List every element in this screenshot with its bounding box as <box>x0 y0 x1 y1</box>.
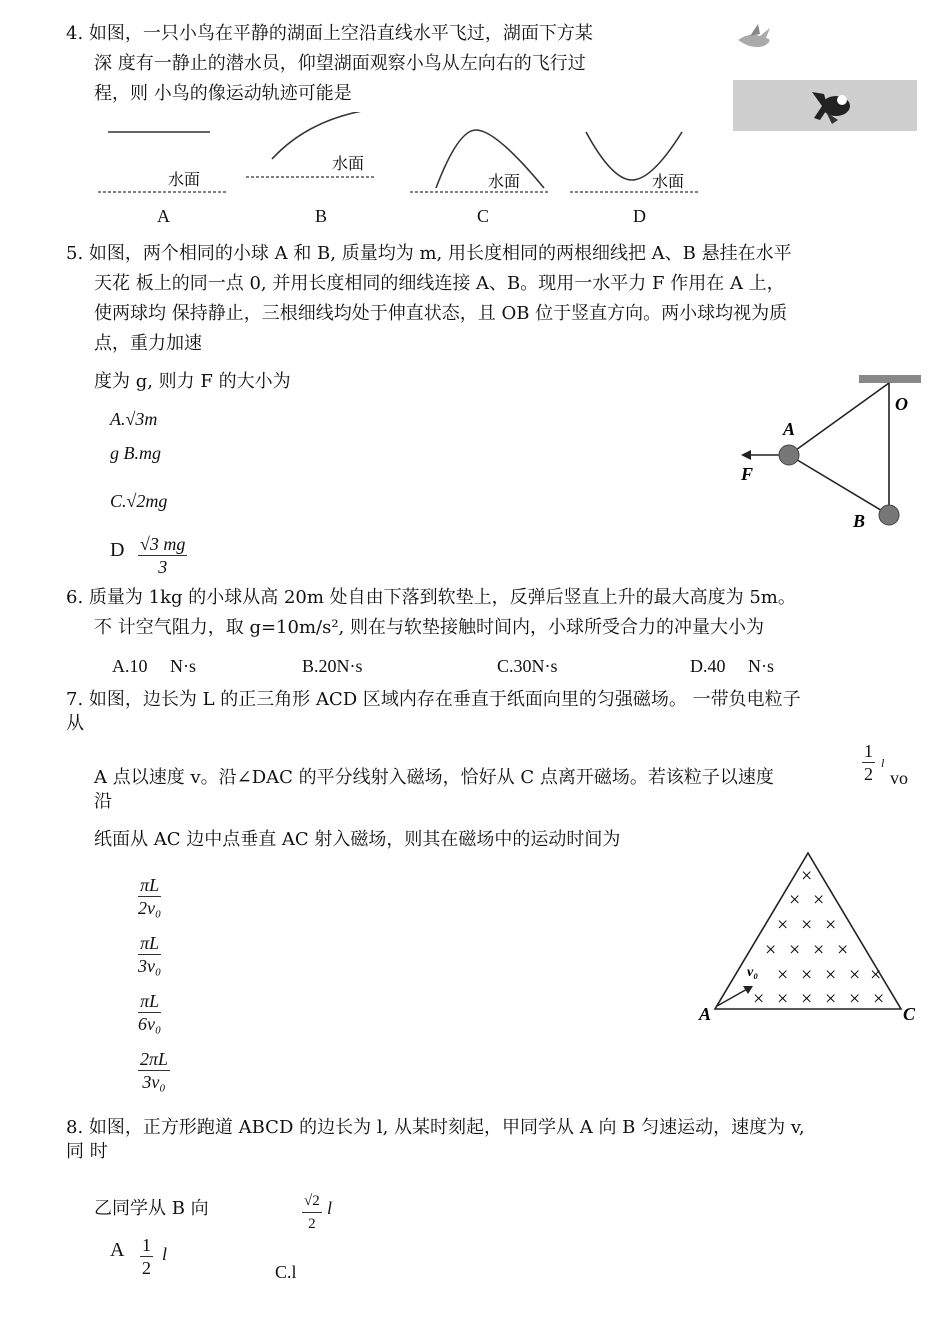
field-cross: × <box>870 964 882 986</box>
field-cross: × <box>825 988 837 1010</box>
q7-option-a[interactable] <box>138 874 161 919</box>
bird-icon <box>738 24 770 47</box>
q4-line-3: 程，则 小鸟的像运动轨迹可能是 <box>94 83 352 104</box>
ball-a <box>779 445 799 465</box>
q4-option-b[interactable]: B <box>315 206 328 226</box>
field-cross: × <box>837 939 849 961</box>
field-cross: × <box>825 914 837 936</box>
q4-option-d[interactable]: D <box>633 206 646 226</box>
q7-option-b-num: πL <box>138 932 161 955</box>
field-cross: × <box>789 889 801 911</box>
q7-speed-den: 2 <box>864 764 873 784</box>
field-cross: × <box>813 939 825 961</box>
magnetic-field-crosses <box>753 865 884 1010</box>
q7-option-d[interactable] <box>138 1048 170 1093</box>
string-oa <box>789 383 889 455</box>
q8-fraction-1 <box>302 1190 322 1235</box>
q7-option-b-den: 3v₀ <box>138 956 162 976</box>
field-cross: × <box>777 988 789 1010</box>
label-v0: v₀ <box>747 965 759 980</box>
field-cross: × <box>777 964 789 986</box>
q5-option-b[interactable]: g B.mg <box>110 443 161 463</box>
field-cross: × <box>825 964 837 986</box>
q8-frac2-den: 2 <box>142 1258 151 1278</box>
field-cross: × <box>801 988 813 1010</box>
label-c: C <box>903 1004 916 1024</box>
q7-speed-v0: vo <box>890 768 908 788</box>
field-cross: × <box>765 939 777 961</box>
q4-option-a-figure <box>98 132 226 192</box>
field-cross: × <box>813 889 825 911</box>
ball-b <box>879 505 899 525</box>
q4-option-b-figure <box>246 112 376 177</box>
q8-fraction-2 <box>140 1234 153 1279</box>
label-b: B <box>853 511 866 531</box>
water-label-b: 水面 <box>332 156 365 173</box>
field-cross: × <box>777 914 789 936</box>
field-cross: × <box>849 988 861 1010</box>
q7-option-b[interactable] <box>138 932 161 977</box>
q4-option-c[interactable]: C <box>477 206 490 226</box>
q7-speed-num: 1 <box>864 741 873 761</box>
q5-option-d-num: √3 mg <box>140 534 186 554</box>
field-cross: × <box>873 988 885 1010</box>
q5-option-d-fraction <box>138 533 187 578</box>
label-a: A <box>783 419 796 439</box>
field-cross: × <box>849 964 861 986</box>
q8-frac2-tail: l <box>162 1244 168 1264</box>
q5-line-4: 点，重力加速 <box>94 333 202 354</box>
q6-option-c[interactable]: C.30N·s <box>497 656 558 676</box>
field-cross: × <box>801 914 813 936</box>
q7-line-3: A 点以速度 v。沿∠DAC 的平分线射入磁场，恰好从 C 点离开磁场。若该粒子以速度 <box>94 767 774 788</box>
q6-option-a[interactable]: A.10 N·s <box>112 656 196 676</box>
q4-line-2: 深 度有一静止的潜水员，仰望湖面观察小鸟从左向右的飞行过 <box>94 53 586 74</box>
label-f: F <box>741 464 754 484</box>
label-a: A <box>699 1004 712 1024</box>
q5-line-5: 度为 g, 则力 F 的大小为 <box>94 371 291 392</box>
water-label-d: 水面 <box>652 174 685 191</box>
q8-line-1: 8. 如图，正方形跑道 ABCD 的边长为 l, 从某时刻起，甲同学从 A 向 B 匀速运动，速度为 v, <box>66 1117 805 1138</box>
q6-line-2: 不 计空气阻力，取 g=10m/s², 则在与软垫接触时间内，小球所受合力的冲量大小为 <box>94 617 764 638</box>
q8-frac1-tail: l <box>327 1198 333 1218</box>
q5-option-a[interactable]: A.√3m <box>110 409 158 429</box>
q7-option-c-num: πL <box>138 990 161 1013</box>
q5-line-2: 天花 板上的同一点 0, 并用长度相同的细线连接 A、B。现用一水平力 F 作用在 A 上， <box>94 273 785 294</box>
bird-diver-figure <box>730 20 920 135</box>
q4-line-1: 4. 如图，一只小鸟在平静的湖面上空沿直线水平飞过，湖面下方某 <box>66 23 593 44</box>
q5-line-3: 使两球均 保持静止，三根细线均处于伸直状态，且 OB 位于竖直方向。两小球均视为质 <box>94 303 788 324</box>
q4-option-d-figure <box>570 132 700 192</box>
q6-option-b[interactable]: B.20N·s <box>302 656 363 676</box>
q7-line-5: 纸面从 AC 边中点垂直 AC 射入磁场，则其在磁场中的运动时间为 <box>94 829 621 850</box>
water-label-c: 水面 <box>488 174 521 191</box>
q6-line-1: 6. 质量为 1kg 的小球从高 20m 处自由下落到软垫上，反弹后竖直上升的最大高度为 5m。 <box>66 587 796 608</box>
q7-option-d-den: 3v₀ <box>142 1072 166 1092</box>
q8-frac2-num: 1 <box>142 1235 151 1255</box>
q7-triangle-figure <box>695 848 925 1028</box>
q8-frac1-den: 2 <box>308 1216 316 1232</box>
q7-option-a-den: 2v₀ <box>138 898 162 918</box>
string-ab <box>789 455 889 515</box>
q4-option-c-figure <box>410 130 550 192</box>
ceiling <box>859 375 921 383</box>
q7-speed-tail: l <box>881 756 885 770</box>
q5-option-d-prefix[interactable]: D <box>110 539 125 561</box>
q7-option-d-num: 2πL <box>140 1049 169 1069</box>
q8-line-2: 同 时 <box>66 1141 108 1162</box>
q7-line-4: 沿 <box>94 791 112 812</box>
water-label-a: 水面 <box>168 172 201 189</box>
q8-option-a-prefix[interactable]: A <box>110 1239 125 1261</box>
q5-figure <box>735 372 925 532</box>
q8-frac1-num: √2 <box>302 1190 322 1213</box>
q7-line-2: 从 <box>66 713 84 734</box>
q4-options-figure <box>96 112 706 202</box>
q7-option-a-num: πL <box>138 874 161 897</box>
q4-option-a[interactable]: A <box>157 206 170 226</box>
q8-option-c[interactable]: C.l <box>275 1262 297 1282</box>
q5-option-c[interactable]: C.√2mg <box>110 491 168 511</box>
q7-line-1: 7. 如图，边长为 L 的正三角形 ACD 区域内存在垂直于纸面向里的匀强磁场。 一带负电粒子 <box>66 689 801 710</box>
q7-option-c[interactable] <box>138 990 161 1035</box>
label-o: O <box>895 394 908 414</box>
field-cross: × <box>801 964 813 986</box>
q8-line-3: 乙同学从 B 向 <box>94 1198 209 1219</box>
field-cross: × <box>801 865 813 887</box>
field-cross: × <box>789 939 801 961</box>
field-cross: × <box>753 988 765 1010</box>
q7-speed-fraction <box>862 740 875 785</box>
q6-option-d[interactable]: D.40 N·s <box>690 656 774 676</box>
q5-option-d-den: 3 <box>158 557 168 577</box>
q5-line-1: 5. 如图，两个相同的小球 A 和 B, 质量均为 m, 用长度相同的两根细线把 A、B 悬挂在水平 <box>66 243 792 264</box>
q7-option-c-den: 6v₀ <box>138 1014 162 1034</box>
